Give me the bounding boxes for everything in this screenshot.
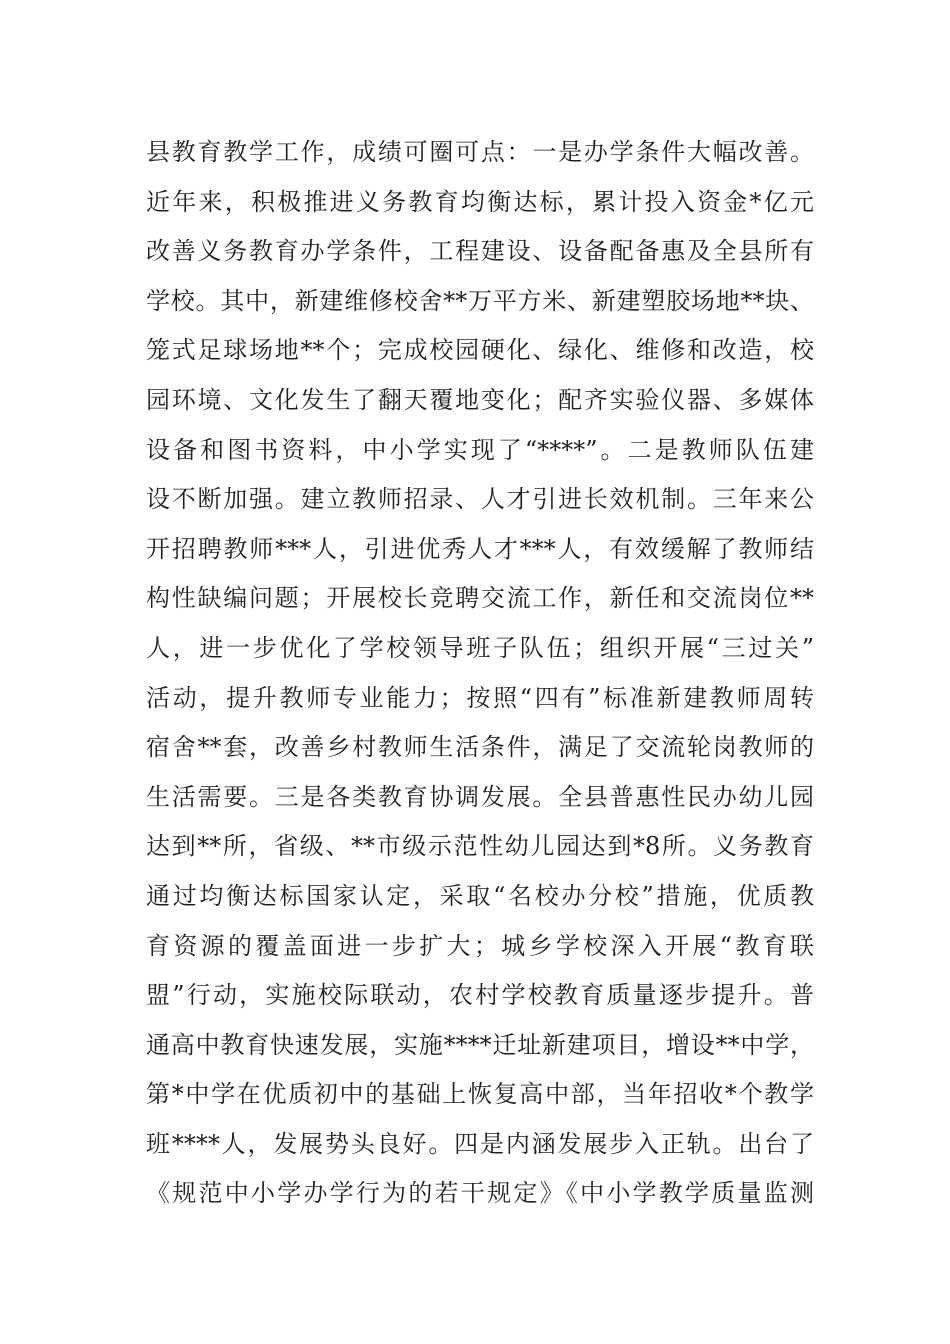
text-line: 通高中教育快速发展，实施****迁址新建项目，增设**中学， bbox=[146, 1030, 814, 1059]
text-line: 县教育教学工作，成绩可圈可点：一是办学条件大幅改善。 bbox=[146, 138, 814, 166]
text-line: 构性缺编问题；开展校长竞聘交流工作，新任和交流岗位** bbox=[146, 584, 814, 613]
text-line: 达到**所，省级、**市级示范性幼儿园达到*8所。义务教育 bbox=[146, 832, 814, 861]
text-line: 近年来，积极推进义务教育均衡达标，累计投入资金*亿元 bbox=[146, 187, 814, 216]
text-line: 育资源的覆盖面进一步扩大；城乡学校深入开展“教育联 bbox=[146, 931, 814, 960]
text-line: 园环境、文化发生了翻天覆地变化；配齐实验仪器、多媒体 bbox=[146, 385, 814, 414]
text-line: 《规范中小学办学行为的若干规定》《中小学教学质量监测 bbox=[146, 1179, 814, 1208]
text-line: 学校。其中，新建维修校舍**万平方米、新建塑胶场地**块、 bbox=[146, 286, 814, 315]
text-line: 活动，提升教师专业能力；按照“四有”标准新建教师周转 bbox=[146, 683, 814, 712]
text-line: 通过均衡达标国家认定，采取“名校办分校”措施，优质教 bbox=[146, 881, 814, 910]
text-line: 盟”行动，实施校际联动，农村学校教育质量逐步提升。普 bbox=[146, 981, 814, 1010]
text-line: 班****人，发展势头良好。四是内涵发展步入正轨。出台了 bbox=[146, 1129, 814, 1158]
text-line: 生活需要。三是各类教育协调发展。全县普惠性民办幼儿园 bbox=[146, 782, 814, 811]
text-line: 人，进一步优化了学校领导班子队伍；组织开展“三过关” bbox=[146, 633, 814, 662]
text-line: 第*中学在优质初中的基础上恢复高中部，当年招收*个教学 bbox=[146, 1080, 814, 1109]
text-line: 设备和图书资料，中小学实现了“****”。二是教师队伍建 bbox=[146, 435, 814, 464]
text-line: 宿舍**套，改善乡村教师生活条件，满足了交流轮岗教师的 bbox=[146, 733, 814, 762]
text-line: 设不断加强。建立教师招录、人才引进长效机制。三年来公 bbox=[146, 485, 814, 514]
body-paragraph bbox=[146, 128, 814, 1219]
text-line: 改善义务教育办学条件，工程建设、设备配备惠及全县所有 bbox=[146, 237, 814, 266]
text-line: 笼式足球场地**个；完成校园硬化、绿化、维修和改造，校 bbox=[146, 336, 814, 365]
text-line: 开招聘教师***人，引进优秀人才***人，有效缓解了教师结 bbox=[146, 534, 814, 563]
